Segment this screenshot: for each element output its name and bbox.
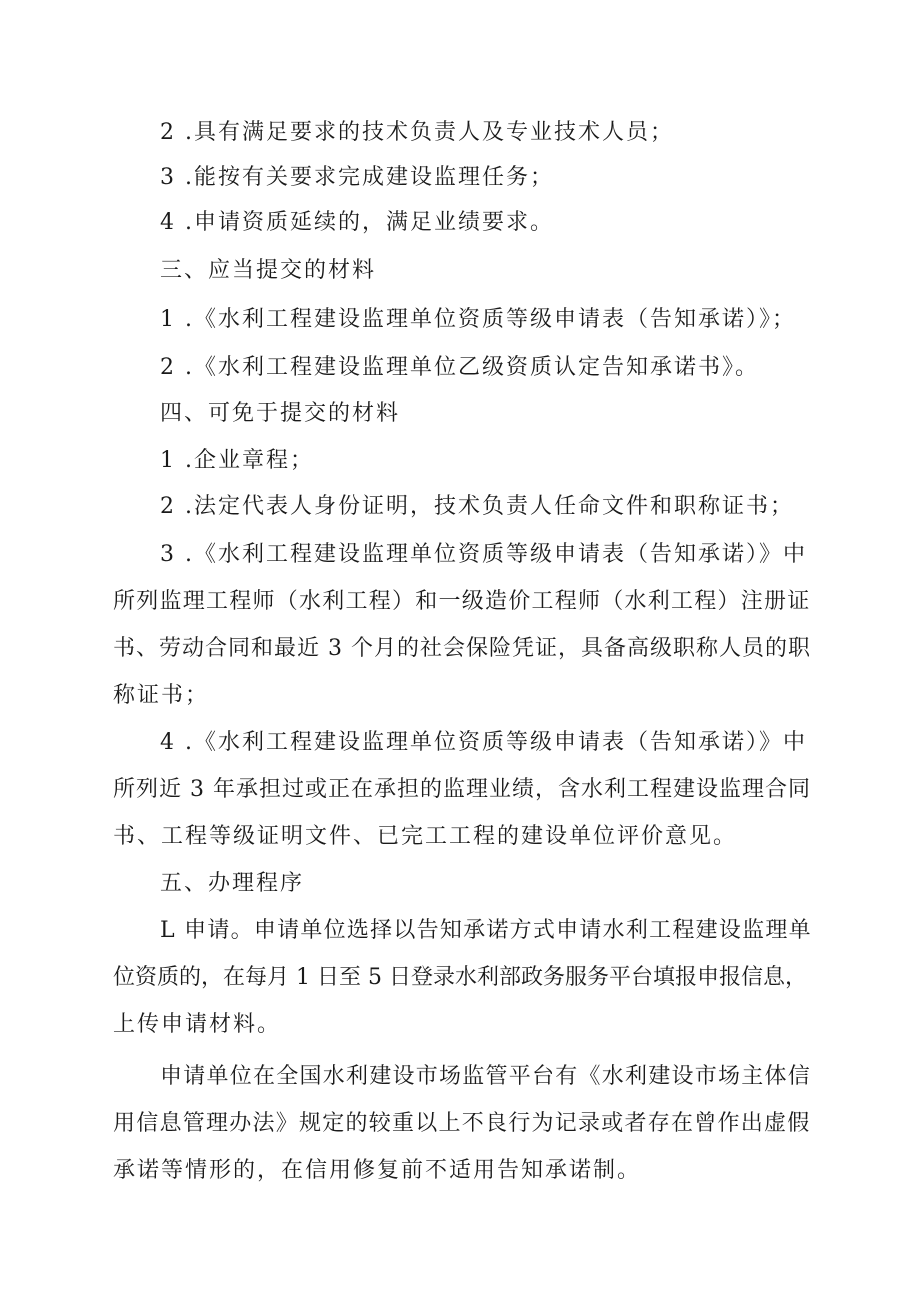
exempt-item-4-line-2: 所列近 3 年承担过或正在承担的监理业绩，含水利工程建设监理合同 bbox=[113, 777, 811, 802]
exempt-item-3-line-1: 3 .《水利工程建设监理单位资质等级申请表（告知承诺）》中 bbox=[160, 542, 807, 567]
section-heading-3: 三、应当提交的材料 bbox=[160, 258, 377, 283]
exempt-item-3-line-2: 所列监理工程师（水利工程）和一级造价工程师（水利工程）注册证 bbox=[113, 589, 811, 614]
credit-note-line-3: 承诺等情形的，在信用修复前不适用告知承诺制。 bbox=[113, 1158, 642, 1183]
list-item-4-requirement: 4 .申请资质延续的，满足业绩要求。 bbox=[160, 210, 554, 235]
section-heading-5: 五、办理程序 bbox=[160, 871, 305, 896]
section-heading-4: 四、可免于提交的材料 bbox=[160, 401, 401, 426]
exempt-item-1: 1 .企业章程； bbox=[160, 448, 314, 473]
exempt-item-4-line-1: 4 .《水利工程建设监理单位资质等级申请表（告知承诺）》中 bbox=[160, 730, 807, 755]
exempt-item-2: 2 .法定代表人身份证明，技术负责人任命文件和职称证书； bbox=[160, 494, 794, 519]
material-item-2: 2 .《水利工程建设监理单位乙级资质认定告知承诺书》。 bbox=[160, 355, 759, 380]
procedure-apply-line-2: 位资质的，在每月 1 日至 5 日登录水利部政务服务平台填报申报信息， bbox=[113, 965, 807, 990]
procedure-apply-line-3: 上传申请材料。 bbox=[113, 1012, 282, 1037]
credit-note-line-2: 用信息管理办法》规定的较重以上不良行为记录或者存在曾作出虚假 bbox=[113, 1111, 811, 1136]
exempt-item-3-line-3: 书、劳动合同和最近 3 个月的社会保险凭证，具备高级职称人员的职 bbox=[113, 636, 811, 661]
credit-note-line-1: 申请单位在全国水利建设市场监管平台有《水利建设市场主体信 bbox=[160, 1064, 812, 1089]
material-item-1: 1 .《水利工程建设监理单位资质等级申请表（告知承诺）》； bbox=[160, 307, 796, 332]
exempt-item-4-line-3: 书、工程等级证明文件、已完工工程的建设单位评价意见。 bbox=[113, 824, 738, 849]
exempt-item-3-line-4: 称证书； bbox=[113, 683, 210, 708]
procedure-apply-line-1: L 申请。申请单位选择以告知承诺方式申请水利工程建设监理单 bbox=[160, 918, 812, 943]
list-item-3-requirement: 3 .能按有关要求完成建设监理任务； bbox=[160, 165, 554, 190]
list-item-2-requirement: 2 .具有满足要求的技术负责人及专业技术人员； bbox=[160, 120, 674, 145]
